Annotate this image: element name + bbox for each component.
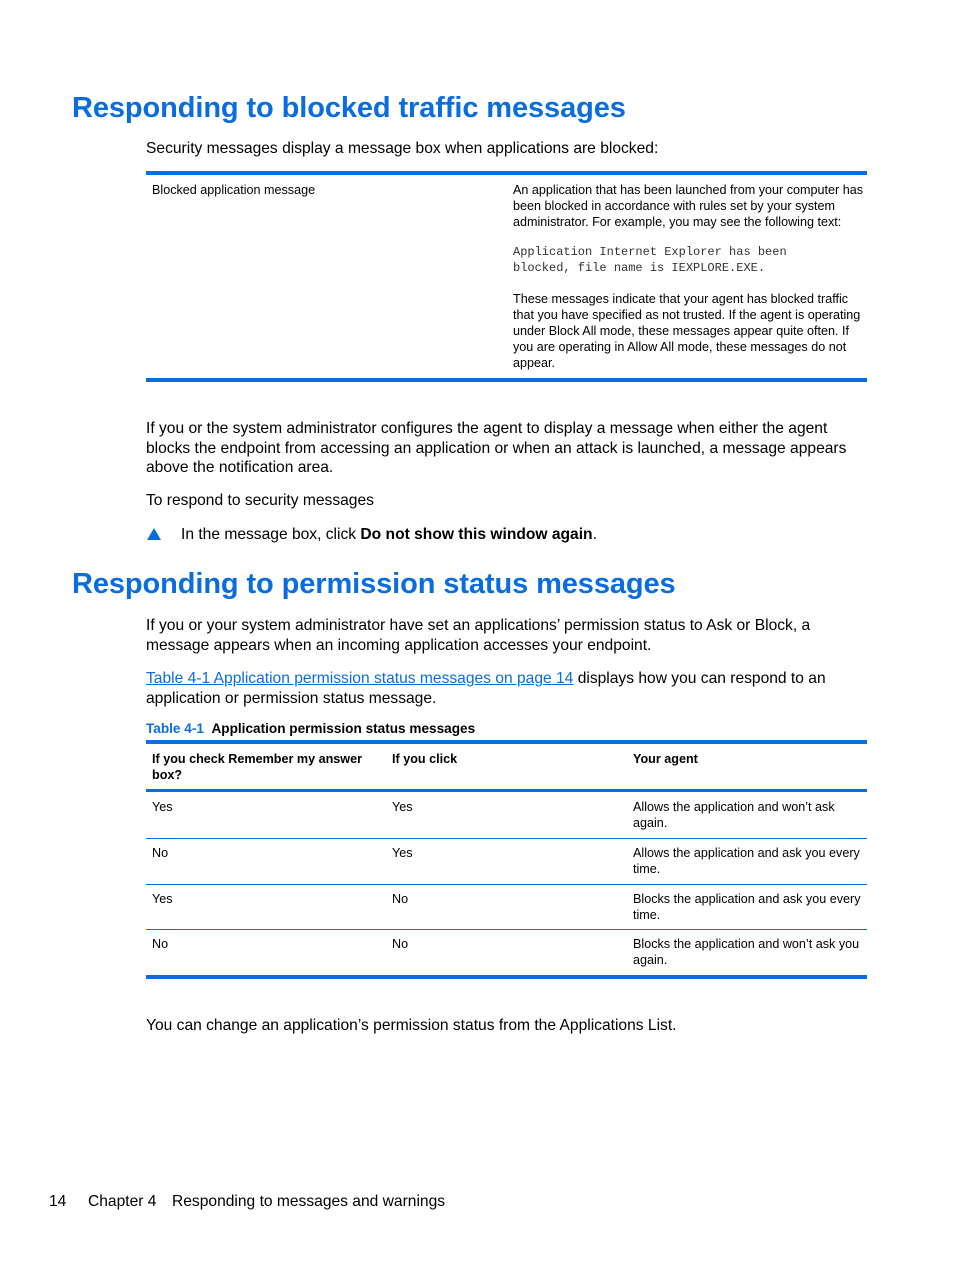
table-cell-agent: Allows the application and ask you every time.	[633, 846, 860, 876]
closing-paragraph: You can change an application’s permission status from the Applications List.	[146, 1017, 677, 1034]
table-cell-agent: Allows the application and won’t ask again.	[633, 800, 835, 830]
table-4-1-link[interactable]: Table 4-1 Application permission status messages on page 14	[146, 670, 574, 687]
table-row-label: Blocked application message	[152, 183, 316, 197]
table-row-divider	[146, 884, 867, 885]
table-caption-title: Application permission status messages	[211, 721, 476, 736]
table-cell-remember: Yes	[152, 892, 173, 906]
table-cell-click: Yes	[392, 846, 413, 860]
triangle-bullet-icon	[147, 528, 161, 540]
table-cell-agent: Blocks the application and ask you every time.	[633, 892, 861, 922]
table-cell-click: No	[392, 937, 409, 951]
table-bottom-rule	[146, 378, 867, 382]
table-cell-click: No	[392, 892, 409, 906]
table-top-rule	[146, 171, 867, 175]
table-reference-paragraph: Table 4-1 Application permission status messages on page 14 displays how you can respond to an application or permission status message.	[146, 670, 826, 707]
permission-table-bottom-rule	[146, 975, 867, 979]
code-sample-line-2: blocked, file name is IEXPLORE.EXE.	[513, 261, 766, 275]
table-caption	[146, 721, 475, 736]
code-sample-line-1: Application Internet Explorer has been	[513, 245, 787, 259]
procedure-title: To respond to security messages	[146, 492, 374, 509]
button-name-emphasis: Do not show this window again	[360, 526, 593, 543]
page-number: 14	[49, 1193, 67, 1210]
section-heading-permission-status: Responding to permission status messages	[72, 568, 676, 600]
table-cell-remember: No	[152, 937, 169, 951]
table-header-click: If you click	[392, 752, 458, 766]
table-cell-remember: No	[152, 846, 169, 860]
table-row-explanation: These messages indicate that your agent has blocked traffic that you have specified as not trusted. If the agent is operating under Block All mode, these messages appear quite often. If you are operating in Allow All mode, these messages do not appear.	[513, 292, 861, 370]
section-intro: Security messages display a message box when applications are blocked:	[146, 140, 659, 157]
table-row-divider	[146, 929, 867, 930]
table-cell-agent: Blocks the application and won’t ask you again.	[633, 937, 860, 967]
table-header-rule	[146, 789, 867, 792]
table-row-divider	[146, 838, 867, 839]
table-header-agent: Your agent	[633, 752, 698, 766]
permission-intro-paragraph: If you or your system administrator have set an applications’ permission status to Ask or Block, a message appears when an incoming application accesses your endpoint.	[146, 617, 811, 654]
table-row-description: An application that has been launched from your computer has been blocked in accordance with rules set by your system administrator. For example, you may see the following text:	[513, 183, 864, 229]
table-caption-number: Table 4-1	[146, 721, 204, 736]
footer-chapter-title: Responding to messages and warnings	[172, 1193, 446, 1210]
table-cell-click: Yes	[392, 800, 413, 814]
footer-chapter: Chapter 4	[88, 1193, 157, 1210]
section-heading-blocked-traffic: Responding to blocked traffic messages	[72, 92, 626, 124]
procedure-step: In the message box, click Do not show this window again.	[181, 526, 597, 543]
permission-table-top-rule	[146, 740, 867, 744]
table-header-remember: If you check Remember my answer box?	[152, 752, 362, 782]
table-cell-remember: Yes	[152, 800, 173, 814]
agent-message-paragraph: If you or the system administrator configures the agent to display a message when either the agent blocks the endpoint from accessing an application or when an attack is launched, a message appears above the notification area.	[146, 420, 847, 476]
